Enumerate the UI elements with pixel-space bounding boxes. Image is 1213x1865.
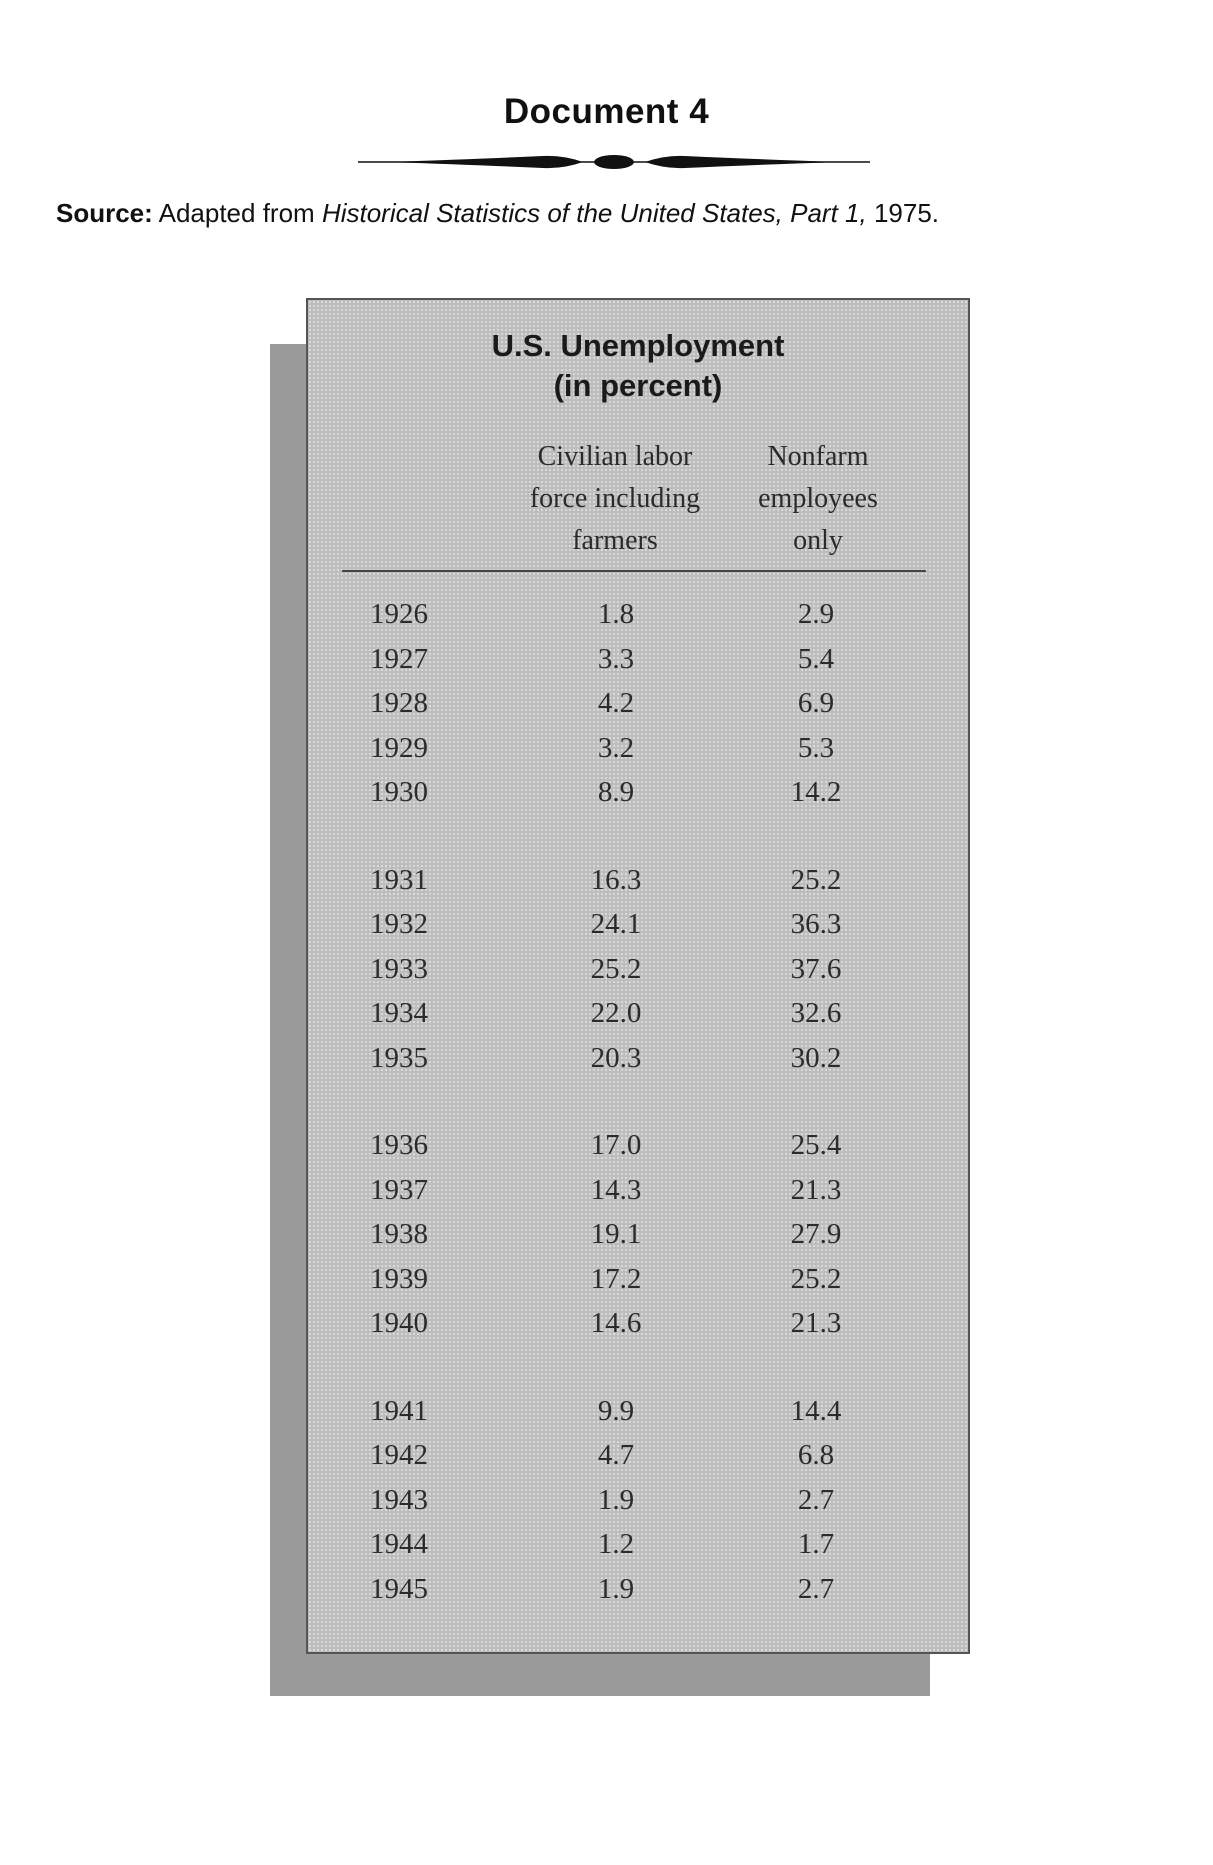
nonfarm-cell: 14.4: [790, 1394, 842, 1427]
civilian-cell: 20.3: [590, 1041, 642, 1074]
year-cell: 1939: [370, 1262, 428, 1295]
civilian-cell: 24.1: [590, 908, 642, 940]
year-cell: 1934: [370, 997, 428, 1029]
table-row: [308, 1433, 968, 1478]
table-row: [308, 1123, 968, 1168]
year-cell: 1940: [370, 1307, 428, 1339]
year-cell: 1927: [370, 642, 428, 675]
document-title: Document 4: [503, 92, 710, 131]
nonfarm-header-line: only: [793, 525, 843, 556]
table-row: [308, 1567, 968, 1612]
nonfarm-cell: 5.4: [797, 642, 835, 675]
nonfarm-cell: 21.3: [790, 1173, 842, 1206]
year-cell: 1942: [370, 1439, 428, 1471]
table-row: [308, 858, 968, 903]
year-cell: 1931: [370, 863, 428, 896]
nonfarm-cell: 30.2: [790, 1041, 842, 1074]
civilian-cell: 4.2: [597, 687, 635, 719]
ornament-divider: [358, 150, 870, 174]
civilian-cell: 25.2: [590, 952, 642, 985]
table-row: [308, 637, 968, 682]
column-header-nonfarm: [698, 436, 938, 562]
civilian-cell: 3.2: [597, 731, 635, 764]
table-row: [308, 947, 968, 992]
civilian-cell: 3.3: [597, 642, 635, 675]
table-rows: [308, 592, 968, 1611]
year-cell: 1935: [370, 1041, 428, 1074]
civilian-cell: 14.6: [590, 1307, 642, 1339]
table-row: [308, 1212, 968, 1257]
civilian-cell: 9.9: [597, 1394, 635, 1427]
nonfarm-cell: 25.2: [790, 863, 842, 896]
nonfarm-cell: 32.6: [790, 997, 842, 1029]
civilian-header-line: farmers: [572, 525, 658, 556]
table-row: [308, 1389, 968, 1434]
civilian-cell: 17.0: [590, 1129, 642, 1161]
year-cell: 1928: [370, 687, 428, 719]
source-work: Historical Statistics of the United States, Part 1,: [321, 198, 867, 228]
table-title: [308, 326, 968, 406]
nonfarm-cell: 2.7: [797, 1572, 835, 1605]
table-row: [308, 1257, 968, 1302]
civilian-cell: 4.7: [597, 1439, 635, 1471]
nonfarm-cell: 25.4: [790, 1129, 842, 1161]
year-cell: 1933: [370, 952, 428, 985]
source-line: [56, 198, 939, 229]
civilian-cell: 1.9: [597, 1483, 635, 1516]
header-rule: [342, 570, 926, 572]
unemployment-table-panel: [306, 298, 970, 1654]
civilian-header-line: Civilian labor: [537, 441, 693, 472]
nonfarm-cell: 2.9: [797, 598, 835, 630]
civilian-cell: 19.1: [590, 1218, 642, 1250]
nonfarm-header-line: employees: [758, 483, 878, 514]
year-cell: 1944: [370, 1528, 428, 1560]
table-row: [308, 1168, 968, 1213]
year-cell: 1926: [370, 598, 428, 630]
nonfarm-cell: 5.3: [797, 731, 835, 764]
year-cell: 1936: [370, 1129, 428, 1161]
civilian-header-line: force including: [529, 483, 701, 514]
nonfarm-header-line: Nonfarm: [767, 441, 869, 472]
year-cell: 1937: [370, 1173, 428, 1206]
table-title-line2: (in percent): [553, 368, 723, 403]
civilian-cell: 8.9: [597, 776, 635, 808]
civilian-cell: 17.2: [590, 1262, 642, 1295]
nonfarm-cell: 6.8: [797, 1439, 835, 1471]
table-row: [308, 592, 968, 637]
year-cell: 1930: [370, 776, 428, 808]
nonfarm-cell: 14.2: [790, 776, 842, 808]
table-title-line1: U.S. Unemployment: [491, 328, 785, 363]
civilian-cell: 1.8: [597, 598, 635, 630]
table-row: [308, 1036, 968, 1081]
civilian-cell: 14.3: [590, 1173, 642, 1206]
table-row: [308, 1301, 968, 1346]
source-year: 1975.: [873, 198, 940, 228]
table-row: [308, 1478, 968, 1523]
table-row: [308, 902, 968, 947]
civilian-cell: 22.0: [590, 997, 642, 1029]
table-row: [308, 991, 968, 1036]
year-cell: 1941: [370, 1394, 428, 1427]
table-row: [308, 770, 968, 815]
table-row: [308, 681, 968, 726]
source-prefix: Adapted from: [158, 198, 315, 228]
nonfarm-cell: 2.7: [797, 1483, 835, 1516]
year-cell: 1945: [370, 1572, 428, 1605]
nonfarm-cell: 27.9: [790, 1218, 842, 1250]
year-cell: 1938: [370, 1218, 428, 1250]
table-row: [308, 726, 968, 771]
year-cell: 1943: [370, 1483, 428, 1516]
civilian-cell: 1.9: [597, 1572, 635, 1605]
nonfarm-cell: 37.6: [790, 952, 842, 985]
source-label: Source:: [56, 198, 153, 228]
table-row: [308, 1522, 968, 1567]
nonfarm-cell: 6.9: [797, 687, 835, 719]
year-cell: 1932: [370, 908, 428, 940]
nonfarm-cell: 36.3: [790, 908, 842, 940]
civilian-cell: 16.3: [590, 863, 642, 896]
nonfarm-cell: 1.7: [797, 1528, 835, 1560]
nonfarm-cell: 21.3: [790, 1307, 842, 1339]
nonfarm-cell: 25.2: [790, 1262, 842, 1295]
civilian-cell: 1.2: [597, 1528, 635, 1560]
year-cell: 1929: [370, 731, 428, 764]
